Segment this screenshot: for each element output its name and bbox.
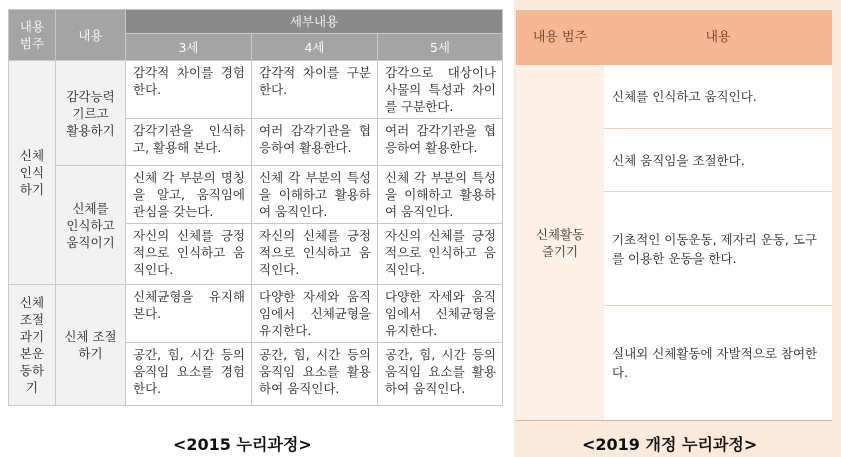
content-body-movement: 신체를 인식하고 움직이기 (56, 166, 126, 285)
category-physical-activity: 신체활동 즐기기 (516, 65, 604, 420)
table-cell: 공간, 힘, 시간 등의 움직임 요소를 경험한다. (126, 343, 252, 406)
content-item: 기초적인 이동운동, 제자리 운동, 도구를 이용한 운동을 한다. (604, 192, 832, 306)
table-cell: 신체 각 부분의 특성을 이해하고 활용하여 움직인다. (378, 166, 503, 224)
content-body-control: 신체 조절 하기 (56, 285, 126, 406)
table-cell: 감각기관을 인식하고, 활용해 본다. (126, 119, 252, 166)
caption-2019: <2019 개정 누리과정> (582, 435, 758, 454)
table-cell: 여러 감각기관을 협응하여 활용한다. (378, 119, 503, 166)
header-category: 내용 범주 (532, 30, 588, 45)
table-cell: 자신의 신체를 긍정적으로 인식하고 움직인다. (378, 224, 503, 285)
table-cell: 다양한 자세와 움직임에서 신체균형을 유지한다. (252, 285, 378, 343)
table-cell: 감각적 차이를 경험한다. (126, 61, 252, 119)
category-body-control: 신체 조절 과기 본운 동하 기 (9, 285, 56, 406)
header-content: 내용 (705, 30, 731, 45)
caption-2015: <2015 누리과정> (173, 435, 312, 454)
table-cell: 공간, 힘, 시간 등의 움직임 요소를 활용하여 움직인다. (378, 343, 503, 406)
content-item: 실내외 신체활동에 자발적으로 참여한다. (612, 346, 818, 380)
curriculum-2015-table (8, 9, 503, 406)
table-cell: 공간, 힘, 시간 등의 움직임 요소를 활용하여 움직인다. (252, 343, 378, 406)
header-content: 내용 (56, 10, 126, 61)
header-age-5: 5세 (378, 34, 503, 61)
content-item: 신체 움직임을 조절한다. (604, 129, 832, 192)
table-cell: 자신의 신체를 긍정적으로 인식하고 움직인다. (252, 224, 378, 285)
content-item: 신체를 인식하고 움직인다. (604, 65, 832, 129)
header-age-3: 3세 (126, 34, 252, 61)
header-category: 내용 범주 (9, 10, 56, 61)
table-cell: 다양한 자세와 움직임에서 신체균형을 유지한다. (378, 285, 503, 343)
table-cell: 신체 각 부분의 명칭을 알고, 움직임에 관심을 갖는다. (126, 166, 252, 224)
category-body-awareness: 신체 인식 하기 (9, 61, 56, 285)
curriculum-2019-table (516, 10, 832, 421)
table-cell: 감각으로 대상이나 사물의 특성과 차이를 구분한다. (378, 61, 503, 119)
table-cell: 여러 감각기관을 협응하여 활용한다. (252, 119, 378, 166)
table-cell: 신체 각 부분의 특성을 이해하고 활용하여 움직인다. (252, 166, 378, 224)
header-age-4: 4세 (252, 34, 378, 61)
table-cell: 자신의 신체를 긍정적으로 인식하고 움직인다. (126, 224, 252, 285)
table-cell: 감각적 차이를 구분한다. (252, 61, 378, 119)
table-header (516, 10, 832, 65)
header-details: 세부내용 (126, 10, 503, 34)
table-cell: 신체균형을 유지해 본다. (126, 285, 252, 343)
content-sensory: 감각능력 기르고 활용하기 (56, 61, 126, 166)
curriculum-2019-panel (514, 0, 841, 457)
